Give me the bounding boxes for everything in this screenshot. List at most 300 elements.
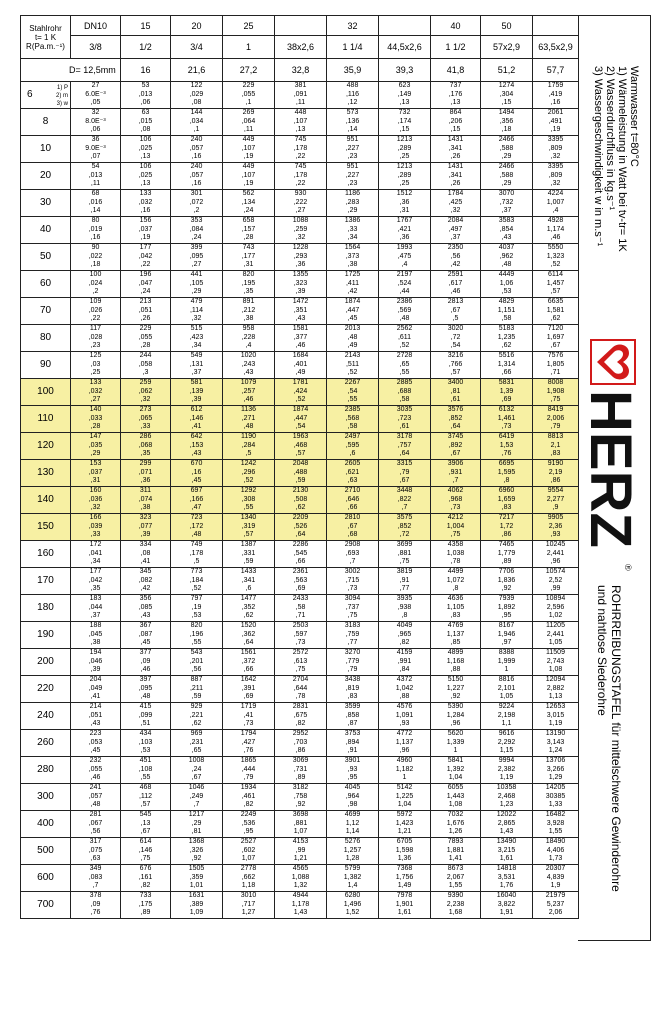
cell-value: ,166 — [189, 495, 204, 503]
cell-value: ,45 — [347, 315, 358, 323]
table-cell — [379, 784, 431, 811]
cell-value: 10574 — [545, 568, 566, 576]
cell-value: 3906 — [447, 460, 464, 468]
cell-value: 1,41 — [448, 855, 463, 863]
cell-value: 1,07 — [293, 828, 308, 836]
table-cell — [379, 622, 431, 649]
table-cell — [327, 811, 379, 838]
cell-value: ,32 — [191, 315, 202, 323]
cell-value: 223 — [89, 730, 102, 738]
cell-value: 7706 — [498, 568, 515, 576]
cell-value: ,071 — [138, 468, 153, 476]
cell-value: 6132 — [498, 406, 515, 414]
row-label-text: 90 — [39, 358, 52, 370]
cell-value: ,271 — [241, 414, 256, 422]
table-cell — [431, 595, 481, 622]
cell-value: 183 — [89, 595, 102, 603]
cell-value: ,19 — [243, 180, 254, 188]
row-key: 3) w — [56, 101, 68, 107]
cell-value: ,59 — [243, 558, 254, 566]
cell-value: ,52 — [550, 261, 561, 269]
cell-value: 1,9 — [550, 882, 561, 890]
table-row — [21, 163, 579, 190]
cell-value: 5276 — [344, 838, 361, 846]
cell-value: 958 — [242, 325, 255, 333]
cell-value: ,66 — [295, 558, 306, 566]
row-label — [21, 649, 71, 676]
cell-value: 745 — [294, 163, 307, 171]
cell-value: 1,999 — [497, 657, 516, 665]
cell-value: 2249 — [240, 811, 257, 819]
cell-value: ,93 — [347, 765, 358, 773]
cell-value: ,44 — [399, 288, 410, 296]
cell-value: 1,4 — [347, 882, 358, 890]
cell-value: ,72 — [399, 531, 410, 539]
table-cell — [223, 406, 275, 433]
cell-value: 2562 — [396, 325, 413, 333]
cell-value: 1,15 — [499, 747, 514, 755]
cell-value: 229 — [242, 82, 255, 90]
cell-value: 1228 — [292, 244, 309, 252]
cell-value: 723 — [190, 514, 203, 522]
cell-value: 1,61 — [499, 855, 514, 863]
cell-value: ,035 — [88, 441, 103, 449]
table-row — [21, 838, 579, 865]
cell-value: 14205 — [545, 784, 566, 792]
table-cell — [431, 541, 481, 568]
cell-value: 449 — [242, 136, 255, 144]
cell-value: 4636 — [447, 595, 464, 603]
cell-value: 1993 — [396, 244, 413, 252]
table-cell — [223, 352, 275, 379]
cell-value: ,227 — [345, 144, 360, 152]
cell-value: 3,015 — [546, 711, 565, 719]
row-label — [21, 163, 71, 190]
row-label-text: 600 — [37, 871, 54, 883]
cell-value: ,039 — [88, 522, 103, 530]
cell-value: ,39 — [191, 396, 202, 404]
cell-value: ,22 — [90, 315, 101, 323]
cell-value: 8.0E⁻³ — [85, 117, 106, 125]
cell-value: 2143 — [344, 352, 361, 360]
table-cell — [327, 190, 379, 217]
cell-value: 1,314 — [497, 360, 516, 368]
cell-value: ,174 — [397, 117, 412, 125]
cell-value: 1368 — [188, 838, 205, 846]
cell-value: ,37 — [450, 234, 461, 242]
header-size-cell: 63,5x2,9 — [533, 36, 579, 59]
cell-value: ,55 — [243, 504, 254, 512]
cell-value: ,962 — [499, 252, 514, 260]
cell-value: ,108 — [138, 765, 153, 773]
cell-value: 3576 — [447, 406, 464, 414]
table-cell — [379, 676, 431, 703]
table-cell — [223, 190, 275, 217]
cell-value: 1564 — [344, 244, 361, 252]
table-cell — [71, 811, 121, 838]
cell-value: ,23 — [347, 180, 358, 188]
table-cell — [171, 82, 223, 109]
table-cell — [71, 433, 121, 460]
cell-value: 1505 — [188, 865, 205, 873]
table-cell — [275, 190, 327, 217]
table-cell — [481, 217, 533, 244]
cell-value: ,13 — [450, 99, 461, 107]
cell-value: ,045 — [88, 630, 103, 638]
table-row — [21, 109, 579, 136]
cell-value: ,57 — [550, 288, 561, 296]
cell-value: ,053 — [88, 738, 103, 746]
cell-value: ,81 — [191, 828, 202, 836]
row-label — [21, 136, 71, 163]
table-cell — [481, 433, 533, 460]
table-cell — [121, 541, 171, 568]
table-cell — [431, 82, 481, 109]
cell-value: ,28 — [90, 423, 101, 431]
cell-value: 1472 — [292, 298, 309, 306]
row-label — [21, 406, 71, 433]
table-cell — [121, 433, 171, 460]
row-label — [21, 838, 71, 865]
row-label — [21, 595, 71, 622]
cell-value: 2497 — [344, 433, 361, 441]
cell-value: ,107 — [241, 144, 256, 152]
cell-value: ,68 — [347, 531, 358, 539]
cell-value: 3216 — [447, 352, 464, 360]
cell-value: ,83 — [501, 504, 512, 512]
table-cell — [223, 865, 275, 892]
cell-value: ,411 — [345, 279, 360, 287]
cell-value: 1,443 — [446, 792, 465, 800]
cell-value: ,134 — [241, 198, 256, 206]
table-cell — [533, 730, 579, 757]
table-cell — [327, 244, 379, 271]
cell-value: 1,19 — [499, 774, 514, 782]
table-cell — [431, 865, 481, 892]
row-label-text: 6 — [27, 88, 33, 100]
cell-value: ,36 — [399, 198, 410, 206]
table-cell — [275, 838, 327, 865]
table-cell — [223, 811, 275, 838]
cell-value: ,055 — [138, 333, 153, 341]
cell-value: ,82 — [140, 882, 151, 890]
cell-value: 8813 — [547, 433, 564, 441]
cell-value: 80 — [91, 217, 100, 225]
table-cell — [431, 136, 481, 163]
cell-value: ,34 — [191, 342, 202, 350]
cell-value: ,86 — [295, 747, 306, 755]
cell-value: ,92 — [501, 585, 512, 593]
table-cell — [121, 595, 171, 622]
table-cell — [223, 109, 275, 136]
table-cell — [533, 298, 579, 325]
row-label-text: 20 — [39, 169, 52, 181]
cell-value: ,4 — [552, 207, 559, 215]
cell-value: ,029 — [189, 90, 204, 98]
cell-value: 1781 — [292, 379, 309, 387]
cell-value: ,047 — [138, 279, 153, 287]
cell-value: 969 — [190, 730, 203, 738]
cell-value: 377 — [139, 649, 152, 657]
table-cell — [223, 649, 275, 676]
cell-value: ,766 — [448, 360, 463, 368]
cell-value: 1520 — [240, 622, 257, 630]
cell-value: 3395 — [547, 136, 564, 144]
cell-value: 2572 — [292, 649, 309, 657]
table-cell — [171, 433, 223, 460]
table-cell — [171, 271, 223, 298]
cell-value: 9190 — [547, 460, 564, 468]
table-cell — [171, 136, 223, 163]
cell-value: ,82 — [399, 639, 410, 647]
cell-value: 281 — [89, 811, 102, 819]
header-size-cell: 1 1/2 — [431, 36, 481, 59]
table-cell — [379, 541, 431, 568]
cell-value: ,73 — [295, 639, 306, 647]
cell-value: ,084 — [189, 225, 204, 233]
table-cell — [327, 325, 379, 352]
table-cell — [223, 703, 275, 730]
cell-value: 2084 — [447, 217, 464, 225]
cell-value: 1,423 — [395, 819, 414, 827]
row-label-text: 160 — [37, 547, 54, 559]
table-cell — [431, 244, 481, 271]
table-cell — [481, 82, 533, 109]
cell-value: 1387 — [240, 541, 257, 549]
table-cell — [431, 487, 481, 514]
cell-value: ,24 — [191, 234, 202, 242]
cell-value: ,28 — [243, 234, 254, 242]
table-cell — [481, 298, 533, 325]
cell-value: 7939 — [498, 595, 515, 603]
cell-value: ,569 — [397, 306, 412, 314]
table-cell — [275, 352, 327, 379]
cell-value: 2952 — [292, 730, 309, 738]
cell-value: ,211 — [189, 684, 204, 692]
cell-value: 2197 — [396, 271, 413, 279]
table-cell — [533, 622, 579, 649]
cell-value: ,67 — [399, 477, 410, 485]
cell-value: ,7 — [92, 882, 99, 890]
cell-value: 488 — [346, 82, 359, 90]
table-row — [21, 784, 579, 811]
cell-value: 7217 — [498, 514, 515, 522]
cell-value: 334 — [139, 541, 152, 549]
table-cell — [121, 352, 171, 379]
header-size-cell: 38x2,6 — [275, 36, 327, 59]
cell-value: ,881 — [293, 819, 308, 827]
cell-value: 1865 — [240, 757, 257, 765]
table-cell — [121, 136, 171, 163]
cell-value: ,51 — [140, 720, 151, 728]
cell-value: ,91 — [399, 576, 410, 584]
cell-value: ,83 — [347, 693, 358, 701]
table-cell — [481, 649, 533, 676]
cell-value: ,26 — [450, 180, 461, 188]
cell-value: ,55 — [140, 774, 151, 782]
cell-value: 109 — [89, 298, 102, 306]
table-cell — [71, 676, 121, 703]
cell-value: 5799 — [344, 865, 361, 873]
cell-value: ,91 — [347, 747, 358, 755]
cell-value: ,107 — [293, 117, 308, 125]
cell-value: ,362 — [241, 630, 256, 638]
table-cell — [171, 595, 223, 622]
cell-value: ,284 — [241, 441, 256, 449]
row-label-text: 50 — [39, 250, 52, 262]
cell-value: 1431 — [447, 136, 464, 144]
table-cell — [431, 433, 481, 460]
cell-value: 1,151 — [497, 306, 516, 314]
cell-value: 1340 — [240, 514, 257, 522]
table-row — [21, 271, 579, 298]
cell-value: ,475 — [397, 252, 412, 260]
table-cell — [171, 514, 223, 541]
cell-value: 14818 — [496, 865, 517, 873]
cell-value: ,178 — [293, 144, 308, 152]
cell-value: ,758 — [293, 792, 308, 800]
cell-value: ,062 — [138, 387, 153, 395]
cell-value: 1,23 — [499, 801, 514, 809]
cell-value: 5183 — [498, 325, 515, 333]
cell-value: ,37 — [501, 207, 512, 215]
table-row — [21, 676, 579, 703]
cell-value: 4944 — [292, 892, 309, 900]
cell-value: 543 — [190, 649, 203, 657]
table-cell — [379, 82, 431, 109]
cell-value: ,57 — [243, 531, 254, 539]
cell-value: 1,21 — [397, 828, 412, 836]
cell-value: ,92 — [191, 855, 202, 863]
row-keys — [56, 84, 68, 108]
cell-value: 367 — [139, 622, 152, 630]
cell-value: 737 — [449, 82, 462, 90]
table-cell — [171, 622, 223, 649]
cell-value: ,95 — [347, 774, 358, 782]
table-cell — [71, 730, 121, 757]
cell-value: 1,72 — [499, 522, 514, 530]
cell-value: ,53 — [140, 747, 151, 755]
cell-value: 773 — [190, 568, 203, 576]
table-cell — [223, 784, 275, 811]
cell-value: ,77 — [399, 585, 410, 593]
cell-value: ,421 — [397, 225, 412, 233]
cell-value: ,016 — [88, 198, 103, 206]
cell-value: ,19 — [191, 603, 202, 611]
table-cell — [71, 649, 121, 676]
table-cell — [171, 541, 223, 568]
cell-value: ,75 — [295, 666, 306, 674]
cell-value: ,34 — [347, 234, 358, 242]
cell-value: 177 — [139, 244, 152, 252]
table-cell — [223, 541, 275, 568]
cell-value: ,964 — [345, 792, 360, 800]
cell-value: 1,04 — [397, 801, 412, 809]
cell-value: 1213 — [396, 163, 413, 171]
cell-value: 1 — [402, 774, 407, 782]
cell-value: 6705 — [396, 838, 413, 846]
cell-value: 1386 — [344, 217, 361, 225]
cell-value: 1,697 — [546, 333, 565, 341]
cell-value: 1631 — [188, 892, 205, 900]
cell-value: ,89 — [501, 558, 512, 566]
cell-value: 100 — [89, 271, 102, 279]
table-cell — [327, 703, 379, 730]
cell-value: 820 — [242, 271, 255, 279]
cell-value: ,075 — [88, 846, 103, 854]
cell-value: 1,21 — [293, 855, 308, 863]
cell-value: ,177 — [241, 252, 256, 260]
table-cell — [481, 379, 533, 406]
table-cell — [171, 730, 223, 757]
cell-value: ,88 — [399, 693, 410, 701]
cell-value: ,24 — [191, 765, 202, 773]
cell-value: 3315 — [396, 460, 413, 468]
cell-value: ,48 — [90, 801, 101, 809]
table-cell — [481, 811, 533, 838]
cell-value: ,146 — [138, 846, 153, 854]
cell-value: 4049 — [396, 622, 413, 630]
table-cell — [327, 109, 379, 136]
cell-value: 1,55 — [448, 882, 463, 890]
cell-value: 5972 — [396, 811, 413, 819]
cell-value: ,46 — [90, 774, 101, 782]
table-cell — [533, 892, 579, 919]
row-label — [21, 568, 71, 595]
cell-value: 5,237 — [546, 900, 565, 908]
cell-value: ,419 — [548, 90, 563, 98]
cell-value: ,52 — [295, 396, 306, 404]
table-cell — [327, 892, 379, 919]
cell-value: ,051 — [138, 306, 153, 314]
cell-value: 2908 — [344, 541, 361, 549]
cell-value: 468 — [139, 784, 152, 792]
cell-value: ,015 — [138, 117, 153, 125]
table-cell — [121, 838, 171, 865]
table-cell — [223, 244, 275, 271]
row-label-text: 400 — [37, 817, 54, 829]
cell-value: 1,91 — [499, 909, 514, 917]
table-row — [21, 487, 579, 514]
cell-value: 1,19 — [548, 720, 563, 728]
cell-value: ,73 — [243, 720, 254, 728]
cell-value: 1,49 — [397, 882, 412, 890]
row-label-text: 200 — [37, 655, 54, 667]
cell-value: 1,02 — [548, 612, 563, 620]
cell-value: 3010 — [240, 892, 257, 900]
cell-value: ,249 — [189, 792, 204, 800]
cell-value: ,93 — [550, 531, 561, 539]
table-cell — [71, 892, 121, 919]
row-label-text: 130 — [37, 466, 54, 478]
cell-value: 749 — [190, 541, 203, 549]
cell-value: ,373 — [345, 252, 360, 260]
registered-mark: ® — [623, 564, 633, 571]
cell-value: ,24 — [140, 288, 151, 296]
table-cell — [275, 595, 327, 622]
table-cell — [121, 460, 171, 487]
table-cell — [533, 163, 579, 190]
cell-value: ,27 — [295, 207, 306, 215]
cell-value: 133 — [139, 190, 152, 198]
cell-value: ,25 — [399, 180, 410, 188]
table-cell — [327, 136, 379, 163]
cell-value: ,146 — [189, 414, 204, 422]
cell-value: 9905 — [547, 514, 564, 522]
cell-value: 1,13 — [548, 693, 563, 701]
cell-value: 1,088 — [291, 873, 310, 881]
cell-value: ,86 — [550, 477, 561, 485]
